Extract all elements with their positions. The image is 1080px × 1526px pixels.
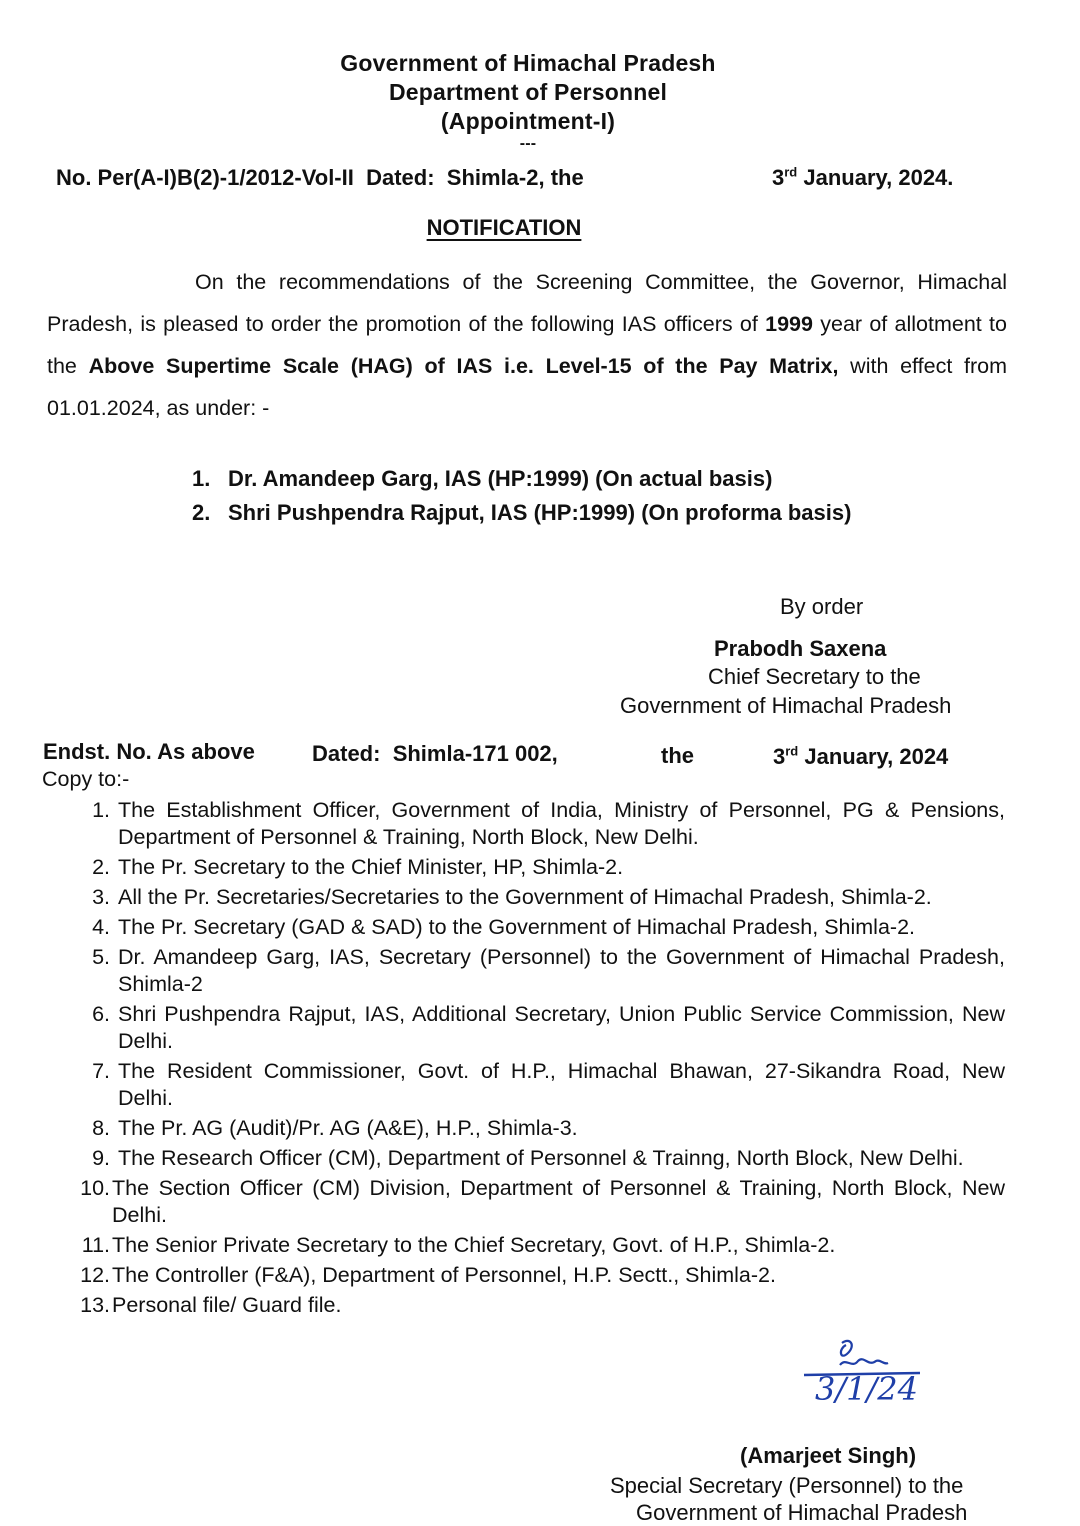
reference-number: No. Per(A-I)B(2)-1/2012-Vol-II (56, 165, 354, 190)
copy-list (40, 797, 1005, 1322)
signatory-government: Government of Himachal Pradesh (620, 693, 952, 718)
header-separator: --- (519, 135, 537, 152)
copy-item: 10. The Section Officer (CM) Division, Department of Personnel & Training, North Block, New Delhi. (80, 1176, 1005, 1227)
reference-dated-label: Dated: (366, 165, 435, 190)
copy-item: 9. The Research Officer (CM), Department of Personnel & Trainng, North Block, New Delhi. (92, 1146, 964, 1170)
handwritten-date: 3/1/24 (815, 1370, 918, 1408)
copy-to-label: Copy to:- (42, 767, 130, 791)
reference-date: 3rd January, 2024. (772, 164, 954, 190)
signatory-name: Prabodh Saxena (714, 636, 887, 661)
second-signatory-name: (Amarjeet Singh) (740, 1443, 917, 1468)
by-order: By order (780, 594, 864, 619)
signatory-designation: Chief Secretary to the (708, 664, 921, 689)
promotion-item: 2. Shri Pushpendra Rajput, IAS (HP:1999) (On proforma basis) (192, 500, 852, 525)
notification-title: NOTIFICATION (426, 215, 582, 240)
notification-body: On the recommendations of the Screening Committee, the Governor, Himachal Pradesh, is pleased to order the promotion of the following IAS officers of 1999 year of allotment to the Above Supertime Scale (HAG) of IAS i.e. Level-15 of the Pay Matrix, with effect from 01.01.2024, as under: - (47, 270, 1007, 420)
copy-item: 3. All the Pr. Secretaries/Secretaries to the Government of Himachal Pradesh, Shimla-2. (92, 885, 932, 909)
endorsement-date: 3rd January, 2024 (773, 743, 949, 769)
second-signatory-government: Government of Himachal Pradesh (636, 1500, 968, 1525)
copy-item: 6. Shri Pushpendra Rajput, IAS, Additional Secretary, Union Public Service Commission, New Delhi. (92, 1002, 1005, 1053)
header-section: (Appointment-I) (440, 108, 616, 134)
reference-place: Shimla-2, the (446, 165, 584, 190)
copy-item: 8. The Pr. AG (Audit)/Pr. AG (A&E), H.P., Shimla-3. (92, 1116, 578, 1140)
copy-item: 12. The Controller (F&A), Department of Personnel, H.P. Sectt., Shimla-2. (80, 1263, 776, 1287)
copy-item: 4. The Pr. Secretary (GAD & SAD) to the Government of Himachal Pradesh, Shimla-2. (92, 915, 916, 939)
endorsement-dated: Dated: Shimla-171 002, (312, 741, 558, 766)
header-government: Government of Himachal Pradesh (340, 50, 716, 76)
copy-item: 13. Personal file/ Guard file. (80, 1293, 342, 1317)
endorsement-the: the (661, 743, 694, 768)
copy-item: 2. The Pr. Secretary to the Chief Minister, HP, Shimla-2. (92, 855, 624, 879)
endorsement-number: Endst. No. As above (43, 739, 255, 764)
second-signatory-designation: Special Secretary (Personnel) to the (610, 1473, 964, 1498)
copy-item: 5. Dr. Amandeep Garg, IAS, Secretary (Personnel) to the Government of Himachal Pradesh, Shimla-2 (92, 945, 1005, 996)
copy-item: 11. The Senior Private Secretary to the Chief Secretary, Govt. of H.P., Shimla-2. (81, 1233, 836, 1257)
copy-item: 7. The Resident Commissioner, Govt. of H.P., Himachal Bhawan, 27-Sikandra Road, New Delhi. (92, 1059, 1005, 1110)
reference-line (56, 165, 584, 191)
header-department: Department of Personnel (388, 79, 668, 105)
copy-item: 1. The Establishment Officer, Government of India, Ministry of Personnel, PG & Pensions, Department of Personnel & Training, North Block, New Delhi. (92, 798, 1005, 849)
promotion-item: 1. Dr. Amandeep Garg, IAS (HP:1999) (On actual basis) (192, 466, 773, 491)
promotion-list (192, 462, 851, 530)
